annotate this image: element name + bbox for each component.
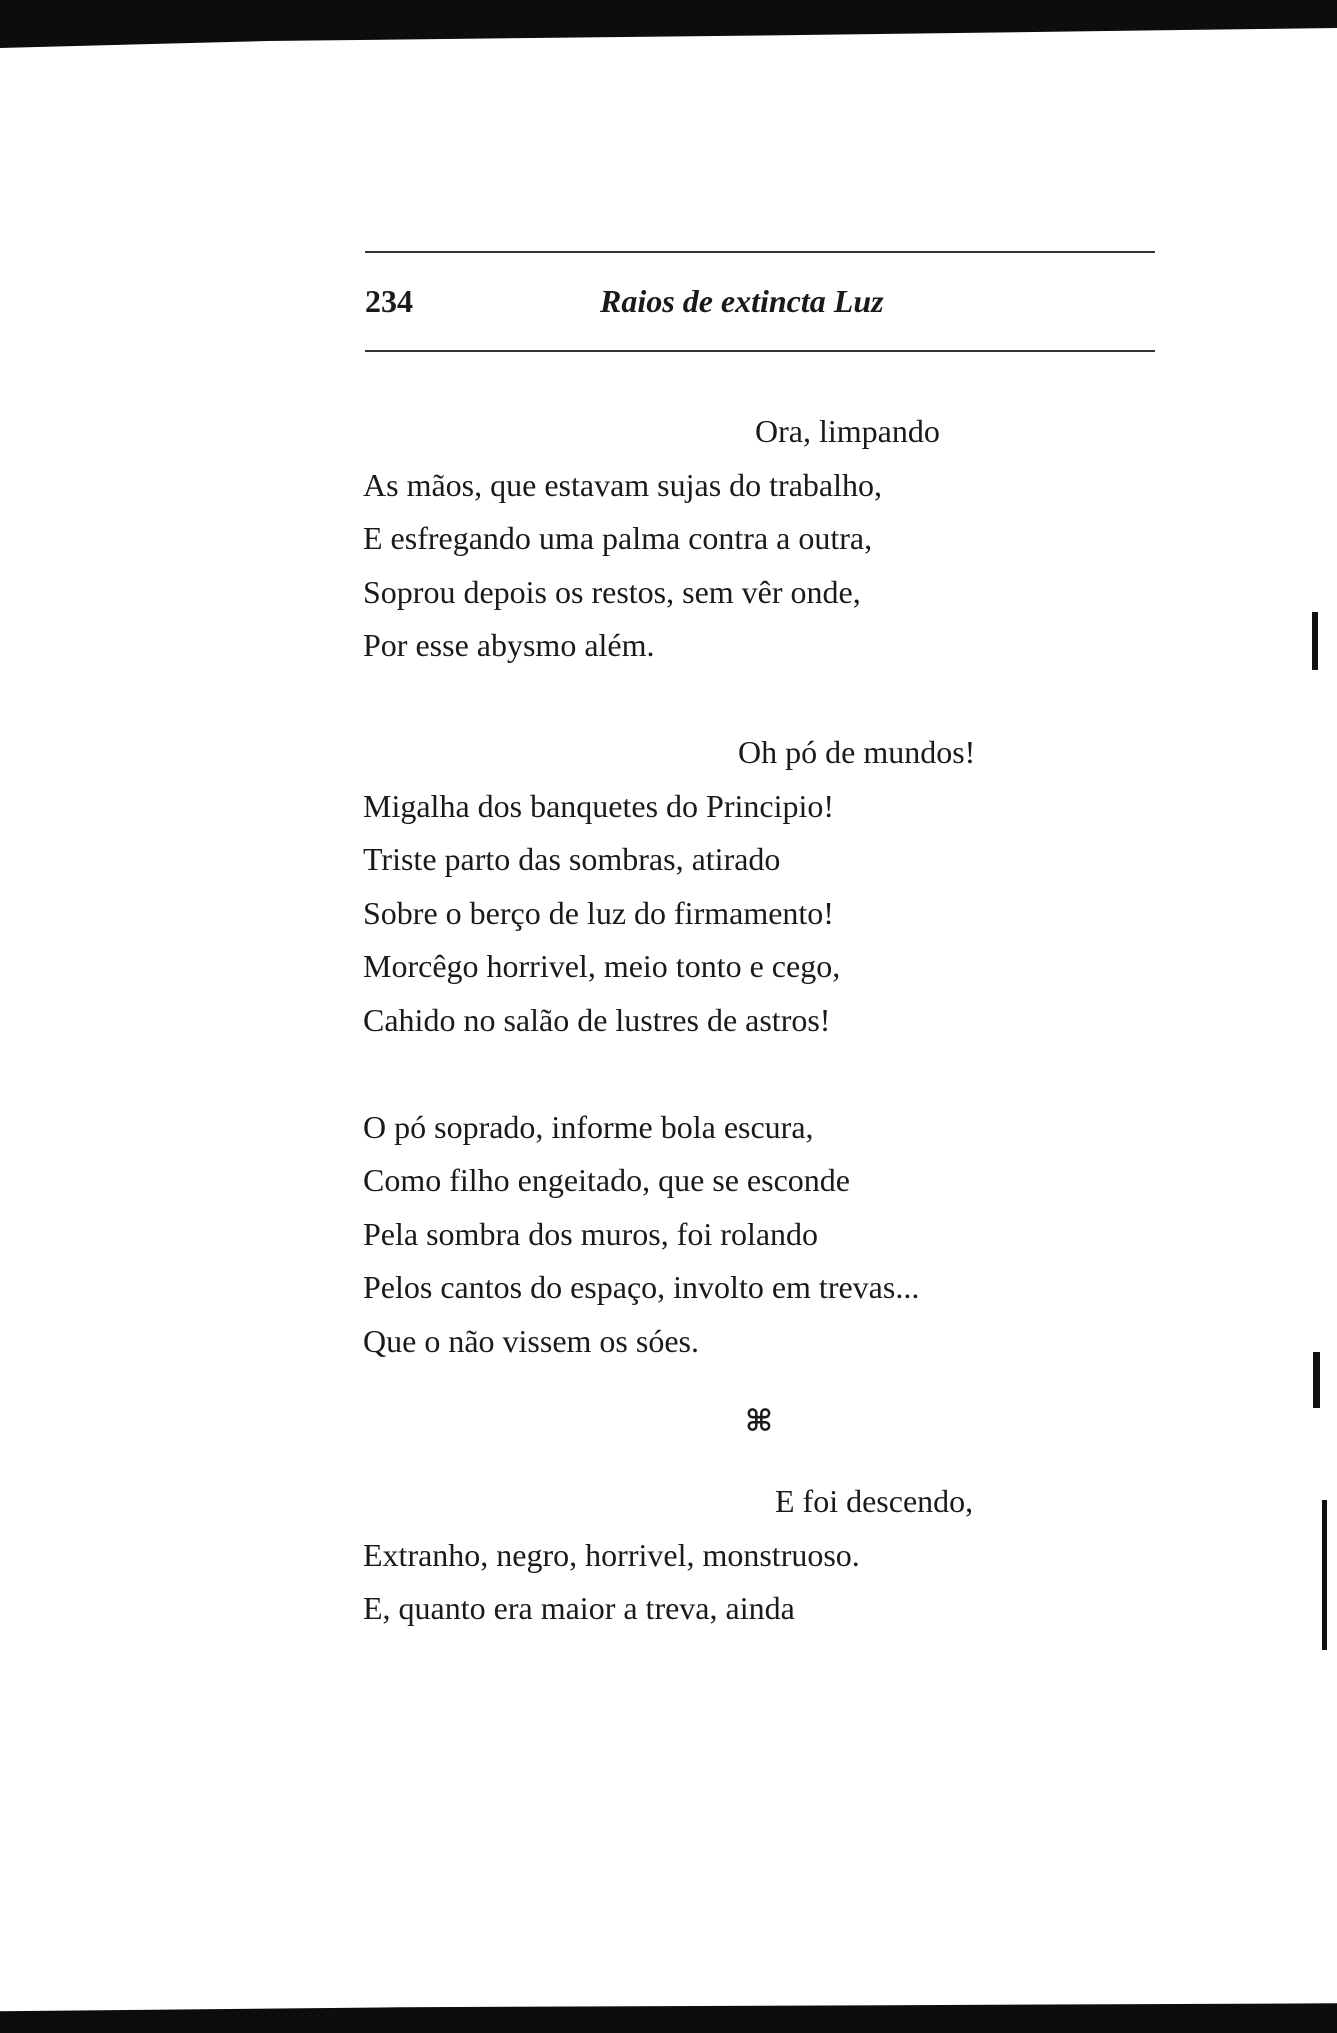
verse-line: Extranho, negro, horrivel, monstruoso. xyxy=(363,1536,860,1573)
running-title: Raios de extincta Luz xyxy=(600,283,884,319)
section-ornament-icon: ⌘ xyxy=(745,1405,773,1438)
verse-line: Pelos cantos do espaço, involto em trevas... xyxy=(363,1269,920,1305)
page-number: 234 xyxy=(365,283,413,319)
verse-line: O pó soprado, informe bola escura, xyxy=(363,1108,814,1145)
verse-line: Triste parto das sombras, atirado xyxy=(363,841,781,877)
verse-line: Ora, limpando xyxy=(755,413,940,449)
scan-edge-top xyxy=(0,0,1337,50)
margin-mark xyxy=(1313,1352,1320,1408)
header-rule-bottom xyxy=(365,350,1155,352)
scan-edge-bottom xyxy=(0,2000,1337,2033)
verse-line: As mãos, que estavam sujas do trabalho, xyxy=(363,466,882,503)
stanza-break xyxy=(363,1047,1163,1101)
stanza-break xyxy=(363,673,1163,727)
verse-line: Migalha dos banquetes do Principio! xyxy=(363,787,835,824)
verse-line: Morcêgo horrivel, meio tonto e cego, xyxy=(363,948,841,984)
verse-line: Pela sombra dos muros, foi rolando xyxy=(363,1215,819,1252)
verse-line: Por esse abysmo além. xyxy=(363,627,655,663)
running-head xyxy=(365,283,1155,323)
margin-mark xyxy=(1312,612,1318,670)
verse-line: E, quanto era maior a treva, ainda xyxy=(363,1590,795,1626)
verse-line: Sobre o berço de luz do firmamento! xyxy=(363,894,834,931)
poem-text xyxy=(363,405,1163,1636)
margin-mark xyxy=(1322,1500,1327,1650)
verse-line: Que o não vissem os sóes. xyxy=(363,1322,699,1359)
verse-line: E esfregando uma palma contra a outra, xyxy=(363,520,873,556)
verse-line: E foi descendo, xyxy=(775,1483,974,1519)
verse-line: Oh pó de mundos! xyxy=(738,734,976,770)
verse-line: Soprou depois os restos, sem vêr onde, xyxy=(363,573,861,610)
header-rule-top xyxy=(365,251,1155,253)
verse-line: Cahido no salão de lustres de astros! xyxy=(363,1001,831,1038)
verse-line: Como filho engeitado, que se esconde xyxy=(363,1162,850,1198)
